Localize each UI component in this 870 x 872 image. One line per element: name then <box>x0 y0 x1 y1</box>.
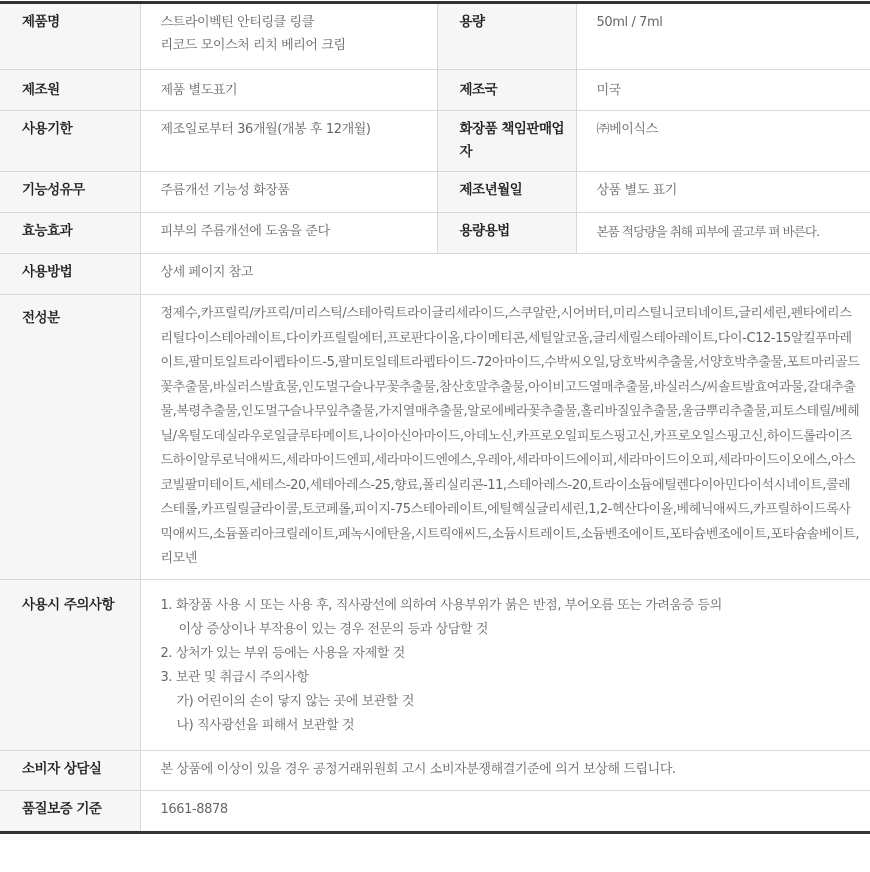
usage-label: 사용방법 <box>0 254 140 295</box>
product-name-line-1: 스트라이벡틴 안티링클 링클 <box>160 15 314 30</box>
row-expiry <box>0 111 870 172</box>
caution-item-3b: 나) 직사광선을 피해서 보관할 것 <box>176 717 355 733</box>
caution-label: 사용시 주의사항 <box>0 579 140 750</box>
effect-label: 효능효과 <box>0 213 140 254</box>
dosage-value: 본품 적당량을 취해 피부에 골고루 펴 바른다. <box>576 213 870 254</box>
caution-value <box>140 579 870 750</box>
row-product-name <box>0 3 870 70</box>
consumer-label: 소비자 상담실 <box>0 750 140 790</box>
ingredients-label: 전성분 <box>0 295 140 580</box>
caution-item-2: 2. 상처가 있는 부위 등에는 사용을 자제할 것 <box>160 645 405 661</box>
ingredients-value: 정제수,카프릴릭/카프릭/미리스틱/스테아릭트라이글리세라이드,스쿠알란,시어버터,미리스틸니코티네이트,글리세린,펜타에리스리틸다이스테아레이트,다이카프릴릴에터,프로판다이올,다이메티콘,세틸알코올,글리세릴스테아레이트,다이-C12-15알킬푸마레이트,팔미토일트라이펩타이드-5,팔미토일테트라펩타이드-72아마이드,수박씨오일,당호박씨추출물,서양호박추출물,포트마리골드꽃추출물,바실러스발효물,인도멀구슬나무꽃추출물,참산호말추출물,아이비고드열매추출물,바실러스/씨솔트발효여과물,갈대추출물,복령추출물,인도멀구슬나무잎추출물,가지열매추출물,알로에베라꽃추출물,홀리바질잎추출물,울금뿌리추출물,피토스테릴/베헤닐/옥틸도데실라우로일글루타메이트,나이아신아마이드,아데노신,카프로오일피토스핑고신,카프로오일스핑고신,하이드롤라이즈드하이알루로닉애씨드,세라마이드엔피,세라마이드엔에스,우레아,세라마이드에이피,세라마이드이오피,세라마이드이오에스,아스코빌팔미테이트,세테스-20,세테아레스-25,향료,폴리실리콘-11,스테아레스-20,트라이소듐에틸렌다이아민다이석시네이트,콜레스테롤,카프릴릴글라이콜,토코페롤,피이지-75스테아레이트,에틸헥실글리세린,1,2-헥산다이올,베헤닉애씨드,카프릴하이드록사믹애씨드,소듐폴리아크릴레이트,페녹시에탄올,시트릭애씨드,소듐시트레이트,소듐벤조에이트,포타슘벤조에이트,포타슘솔베이트,리모넨 <box>140 295 870 580</box>
expiry-value: 제조일로부터 36개월(개봉 후 12개월) <box>140 111 437 172</box>
country-value: 미국 <box>576 70 870 111</box>
seller-label: 화장품 책임판매업자 <box>437 111 576 172</box>
caution-item-3: 3. 보관 및 취급시 주의사항 <box>160 669 309 685</box>
product-name-value <box>140 3 437 70</box>
volume-label: 용량 <box>437 3 576 70</box>
manufacturer-value: 제품 별도표기 <box>140 70 437 111</box>
row-ingredients <box>0 295 870 580</box>
row-effect <box>0 213 870 254</box>
quality-value: 1661-8878 <box>160 801 228 817</box>
mfg-date-label: 제조년월일 <box>437 172 576 213</box>
consumer-value: 본 상품에 이상이 있을 경우 공정거래위원회 고시 소비자분쟁해결기준에 의거 보상해 드립니다. <box>140 750 870 790</box>
manufacturer-label: 제조원 <box>0 70 140 111</box>
product-name-label: 제품명 <box>0 3 140 70</box>
row-usage <box>0 254 870 295</box>
mfg-date-value: 상품 별도 표기 <box>576 172 870 213</box>
functional-value: 주름개선 기능성 화장품 <box>140 172 437 213</box>
seller-value: ㈜베이식스 <box>576 111 870 172</box>
quality-label: 품질보증 기준 <box>0 790 140 832</box>
effect-value: 피부의 주름개선에 도움을 준다 <box>140 213 437 254</box>
caution-item-1: 1. 화장품 사용 시 또는 사용 후, 직사광선에 의하여 사용부위가 붉은 반점, 부어오름 또는 가려움증 등의 <box>160 597 722 613</box>
caution-item-3a: 가) 어린이의 손이 닿지 않는 곳에 보관할 것 <box>176 693 414 709</box>
dosage-label: 용량용법 <box>437 213 576 254</box>
country-label: 제조국 <box>437 70 576 111</box>
row-caution <box>0 579 870 750</box>
row-manufacturer <box>0 70 870 111</box>
caution-item-1-cont: 이상 증상이나 부작용이 있는 경우 전문의 등과 상담할 것 <box>178 621 488 637</box>
product-name-line-2: 리코드 모이스처 리치 베리어 크림 <box>160 38 346 53</box>
usage-value: 상세 페이지 참고 <box>140 254 870 295</box>
row-quality <box>0 790 870 832</box>
row-consumer <box>0 750 870 790</box>
functional-label: 기능성유무 <box>0 172 140 213</box>
product-info-table <box>0 1 870 834</box>
expiry-label: 사용기한 <box>0 111 140 172</box>
volume-value: 50ml / 7ml <box>576 3 870 70</box>
row-functional <box>0 172 870 213</box>
